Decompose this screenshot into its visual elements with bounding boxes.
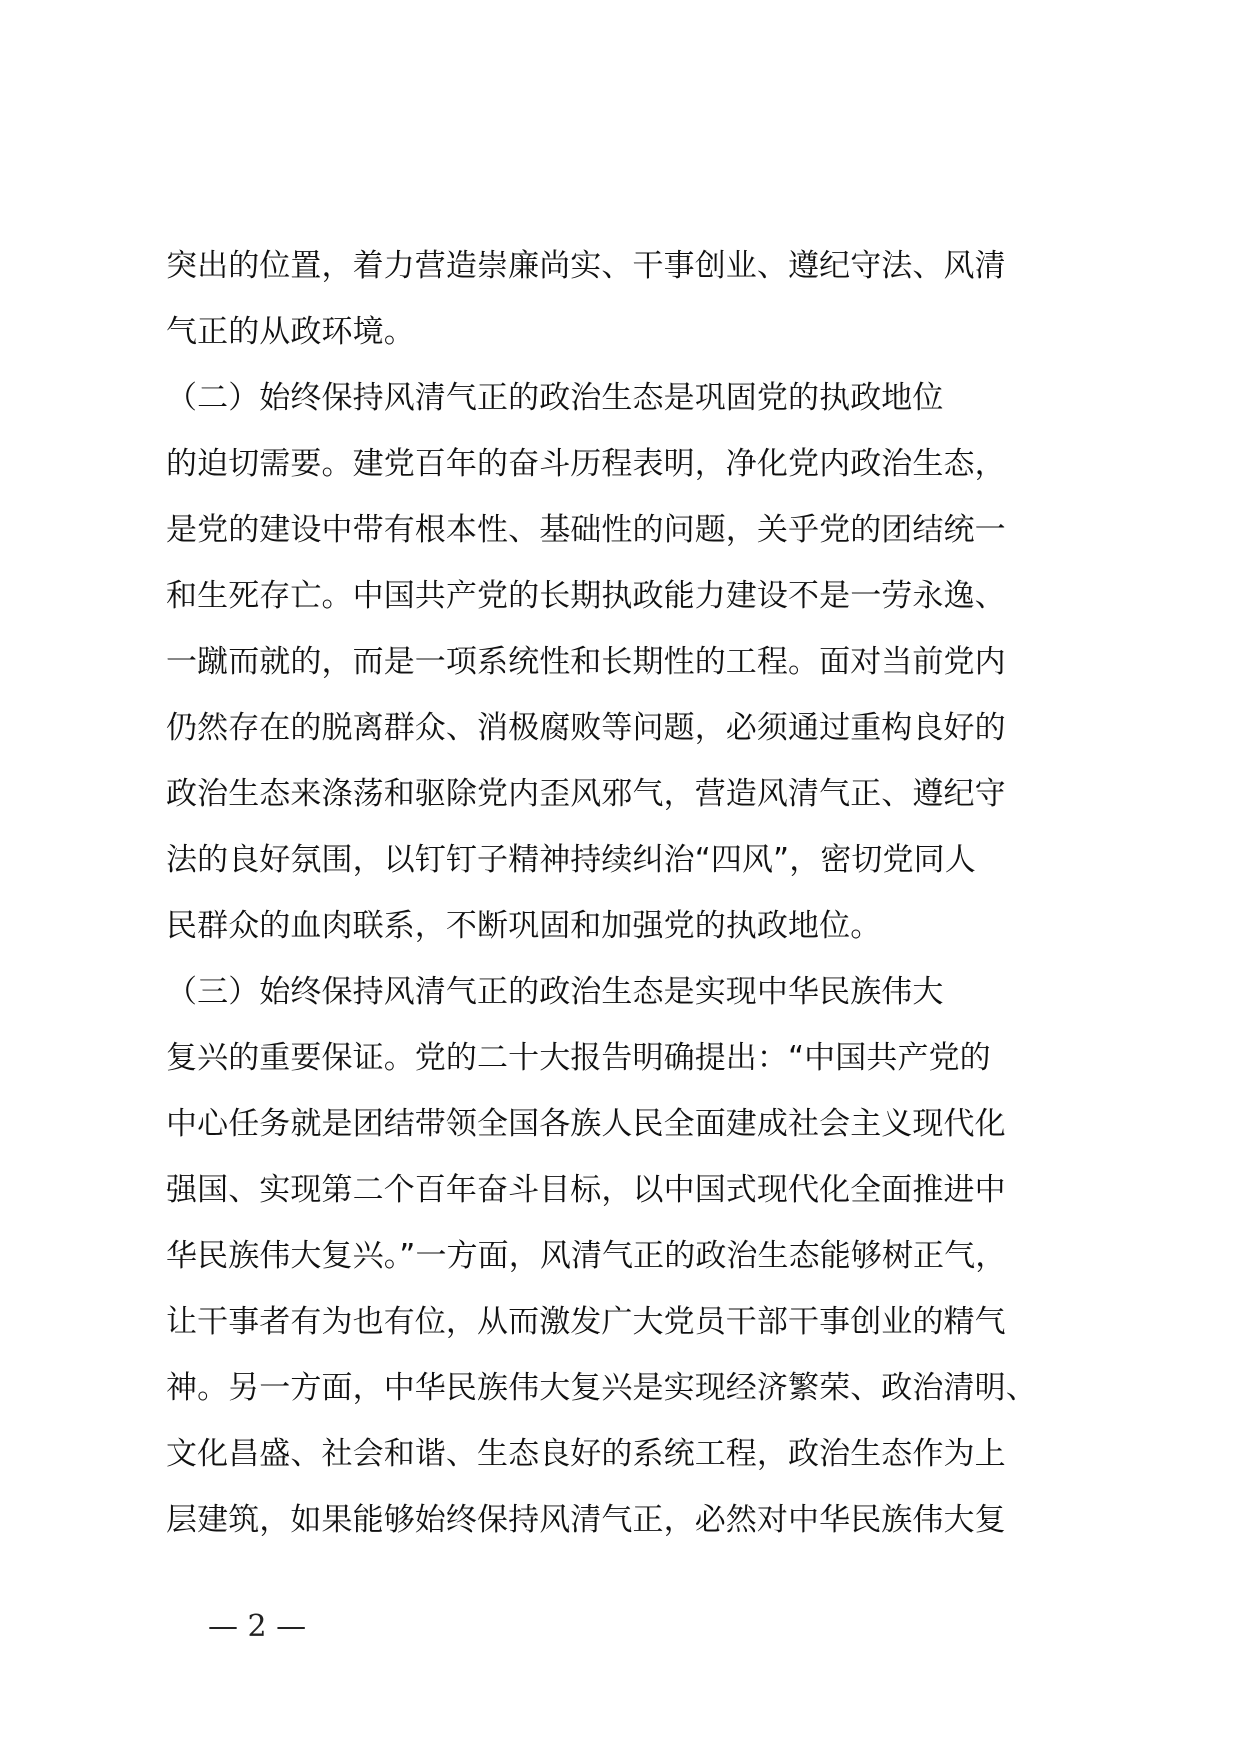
body-text-line: 民群众的血肉联系，不断巩固和加强党的执政地位。 [166,908,882,944]
body-text-line: 是党的建设中带有根本性、基础性的问题，关乎党的团结统一 [166,512,1006,548]
body-text-line: 文化昌盛、社会和谐、生态良好的系统工程，政治生态作为上 [166,1436,1006,1472]
body-text-line: 复兴的重要保证。党的二十大报告明确提出：“中国共产党的 [166,1040,991,1076]
body-text-line: 法的良好氛围，以钉钉子精神持续纠治“四风”，密切党同人 [166,842,976,878]
body-text-line: 气正的从政环境。 [166,314,415,350]
body-text-line: 突出的位置，着力营造崇廉尚实、干事创业、遵纪守法、风清 [166,248,1006,284]
page-number: — 2 — [208,1609,307,1644]
section-heading-line: （三）始终保持风清气正的政治生态是实现中华民族伟大 [166,974,944,1010]
body-text-line: 中心任务就是团结带领全国各族人民全面建成社会主义现代化 [166,1106,1006,1142]
body-text-line: 和生死存亡。中国共产党的长期执政能力建设不是一劳永逸、 [166,578,1006,614]
section-heading-line: （二）始终保持风清气正的政治生态是巩固党的执政地位 [166,380,944,416]
body-text-line: 让干事者有为也有位，从而激发广大党员干部干事创业的精气 [166,1304,1006,1340]
body-text-line: 神。另一方面，中华民族伟大复兴是实现经济繁荣、政治清明、 [166,1370,1037,1406]
body-text-line: 仍然存在的脱离群众、消极腐败等问题，必须通过重构良好的 [166,710,1006,746]
body-text-line: 层建筑，如果能够始终保持风清气正，必然对中华民族伟大复 [166,1502,1006,1538]
body-text-line: 的迫切需要。建党百年的奋斗历程表明，净化党内政治生态， [166,446,1006,482]
body-text-line: 政治生态来涤荡和驱除党内歪风邪气，营造风清气正、遵纪守 [166,776,1006,812]
body-text-line: 一蹴而就的，而是一项系统性和长期性的工程。面对当前党内 [166,644,1006,680]
body-text-line: 强国、实现第二个百年奋斗目标，以中国式现代化全面推进中 [166,1172,1006,1208]
body-text-line: 华民族伟大复兴。”一方面，风清气正的政治生态能够树正气， [166,1238,1007,1274]
